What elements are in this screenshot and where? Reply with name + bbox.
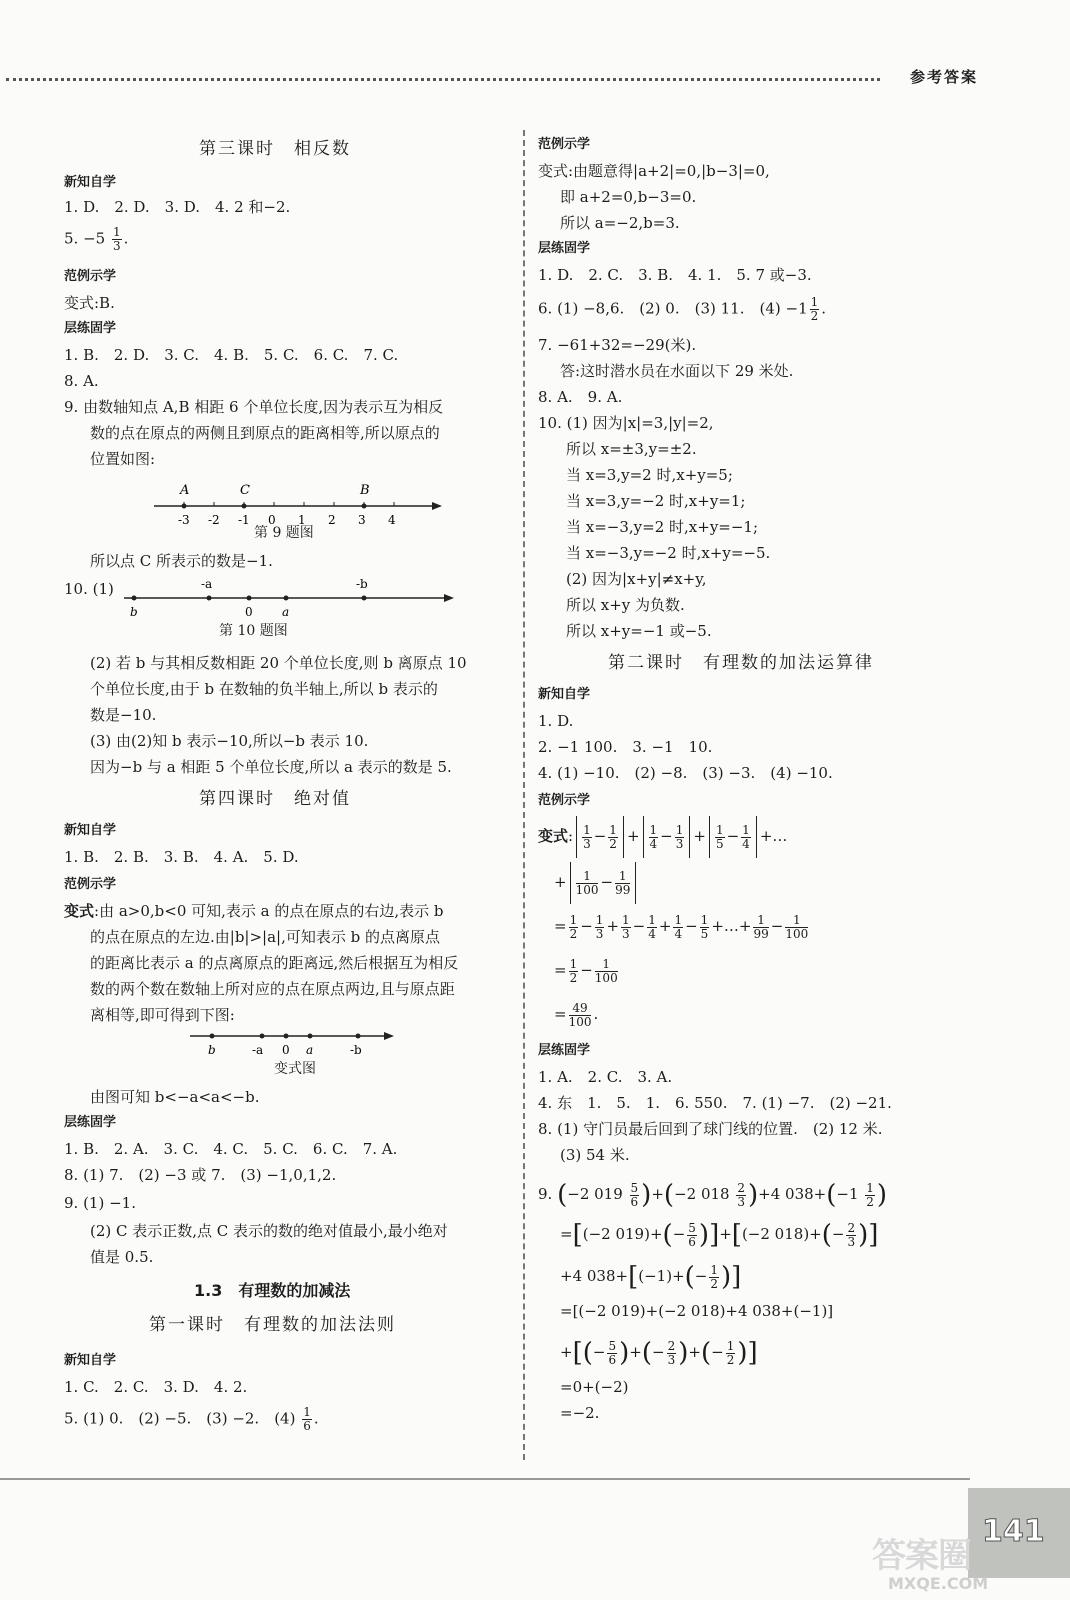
l1-answer-5: 5. (1) 0. (2) −5. (3) −2. (4) $\frac{1}{6}$ .: [64, 1405, 319, 1433]
r-b10-line7: (2) 因为|x+y|≠x+y,: [566, 570, 707, 588]
fig10-label-neg-a: -a: [201, 577, 213, 591]
fig9-tick-label: -2: [208, 513, 220, 527]
l3-variant: 变式:B.: [64, 294, 115, 312]
r-section-cenglian-2: 层练固学: [538, 1043, 591, 1058]
l3-b10-line5: 因为−b 与 a 相距 5 个单位长度,所以 a 表示的数是 5.: [90, 758, 452, 776]
r-b6: 6. (1) −8,6. (2) 0. (3) 11. (4) −1 $\frac{1}{2}$ .: [538, 295, 827, 323]
r-c2: 2. −1 100. 3. −1 10.: [538, 738, 713, 756]
l4-section-fanli: 范例示学: [64, 877, 117, 892]
lesson2-title: 第二课时 有理数的加法运算律: [608, 653, 874, 673]
l4-b1: 1. B. 2. A. 3. C. 4. C. 5. C. 6. C. 7. A.: [64, 1140, 398, 1158]
l3-answer-1: 1. D. 2. D. 3. D. 4. 2 和−2.: [64, 198, 291, 216]
r-b7-answer: 答:这时潜水员在水面以下 29 米处.: [560, 362, 794, 380]
l3-b9-line1: 9. 由数轴知点 A,B 相距 6 个单位长度,因为表示互为相反: [64, 398, 444, 416]
r-d9-line2: =[(−2 019)+(− $\frac{5}{6}$ )]+[(−2 018)+(− $\frac{2}{3}$ )]: [560, 1220, 879, 1250]
l4-variant-line5: 离相等,即可得到下图:: [90, 1006, 235, 1024]
l3-b1: 1. B. 2. D. 3. C. 4. B. 5. C. 6. C. 7. C.: [64, 346, 399, 364]
fraction: $\frac{1}{2}$: [810, 295, 819, 323]
r-b10-line4: 当 x=3,y=−2 时,x+y=1;: [566, 492, 746, 510]
fig9-tick-label: 3: [358, 513, 366, 527]
fig10-label-b: b: [130, 605, 138, 619]
r-b8: 8. A. 9. A.: [538, 388, 623, 406]
r-section-cenglian: 层练固学: [538, 241, 591, 256]
l3-b8: 8. A.: [64, 372, 99, 390]
lesson1-title: 第一课时 有理数的加法法则: [149, 1315, 396, 1335]
r-variant-line2: 即 a+2=0,b−3=0.: [560, 188, 697, 206]
r-d8: 8. (1) 守门员最后回到了球门线的位置. (2) 12 米.: [538, 1120, 883, 1138]
r-b1: 1. D. 2. C. 3. B. 4. 1. 5. 7 或−3.: [538, 266, 812, 284]
r-variant-line1: 变式:由题意得|a+2|=0,|b−3|=0,: [538, 162, 770, 180]
l4-variant-line3: 的距离比表示 a 的点离原点的距离远,然后根据互为相反: [90, 954, 459, 972]
fig9-tick-label: -3: [178, 513, 190, 527]
var-label-neg-a: -a: [252, 1043, 264, 1057]
fig10-label-neg-b: -b: [356, 577, 368, 591]
header-dotted-rule: [6, 78, 880, 81]
l3-section-xinzhi: 新知自学: [64, 175, 117, 190]
l3-b9-line2: 数的点在原点的两侧且到原点的距离相等,所以原点的: [90, 424, 440, 442]
r-d4: 4. 东 1. 5. 1. 6. 550. 7. (1) −7. (2) −21.: [538, 1094, 892, 1112]
variant-figure-caption: 变式图: [274, 1061, 316, 1077]
fig9-point: [362, 504, 367, 509]
fig9-point-label: B: [360, 483, 370, 498]
l4-b9-line3: 值是 0.5.: [90, 1248, 154, 1266]
l4-variant-conclusion: 由图可知 b<−a<a<−b.: [90, 1088, 260, 1106]
r-b10-line5: 当 x=−3,y=2 时,x+y=−1;: [566, 518, 759, 536]
fraction: $\frac{1}{6}$: [303, 1405, 311, 1433]
r-variant-expr-line1: 变式: $\frac{1}{3}$ − $\frac{1}{2}$ + $\frac{1}{4}$ − $\frac{1}{3}$ + $\frac{1}{5}$ − $\frac{1}{4}$ +…: [538, 814, 787, 858]
r-b10-line3: 当 x=3,y=2 时,x+y=5;: [566, 466, 733, 484]
l3-b10-line1: (2) 若 b 与其相反数相距 20 个单位长度,则 b 离原点 10: [90, 654, 467, 672]
l4-b9-line2: (2) C 表示正数,点 C 表示的数的绝对值最小,最小绝对: [90, 1222, 448, 1240]
lesson4-title: 第四课时 绝对值: [199, 789, 351, 809]
fig9-tick-label: 4: [388, 513, 396, 527]
r-variant-expr-line2: + $\frac{1}{100}$ − $\frac{1}{99}$: [554, 860, 639, 904]
r-b7: 7. −61+32=−29(米).: [538, 336, 697, 354]
watermark-url: MXQE.COM: [888, 1574, 989, 1593]
figure-10-number-line: [124, 576, 464, 620]
l3-a5-text: 5. −5: [64, 229, 106, 248]
fig9-tick-label: 0: [268, 513, 276, 527]
r-b10-line8: 所以 x+y 为负数.: [566, 596, 685, 614]
column-divider: [523, 130, 525, 1460]
r-d9-line5: +[(− $\frac{5}{6}$ )+(− $\frac{2}{3}$ )+(− $\frac{1}{2}$ )]: [560, 1338, 758, 1368]
r-c4: 4. (1) −10. (2) −8. (3) −3. (4) −10.: [538, 764, 833, 782]
l4-b8: 8. (1) 7. (2) −3 或 7. (3) −1,0,1,2.: [64, 1166, 337, 1184]
fig9-tick-label: 2: [328, 513, 336, 527]
r-d9-line6: =0+(−2): [560, 1378, 629, 1396]
r-section-fanli: 范例示学: [538, 137, 591, 152]
fig9-point: [242, 504, 247, 509]
fraction: $\frac{1}{3}$: [112, 225, 121, 253]
r-b10-line2: 所以 x=±3,y=±2.: [566, 440, 697, 458]
r-c1: 1. D.: [538, 712, 574, 730]
l4-b9: 9. (1) −1.: [64, 1194, 136, 1212]
footer-rule: [0, 1478, 970, 1480]
r-d9-line3: +4 038+[(−1)+(− $\frac{1}{2}$ )]: [560, 1262, 742, 1292]
r-d8-line2: (3) 54 米.: [560, 1146, 630, 1164]
r-d9-line4: =[(−2 019)+(−2 018)+4 038+(−1)]: [560, 1302, 834, 1320]
fig10-label-a: a: [282, 605, 290, 619]
var-label-neg-b: -b: [350, 1043, 362, 1057]
l3-answer-5: 5. −5 $\frac{1}{3}$ .: [64, 225, 129, 253]
r-d1: 1. A. 2. C. 3. A.: [538, 1068, 673, 1086]
var-label-a: a: [306, 1043, 314, 1057]
r-b10-line6: 当 x=−3,y=−2 时,x+y=−5.: [566, 544, 771, 562]
l4-answer-1: 1. B. 2. B. 3. B. 4. A. 5. D.: [64, 848, 299, 866]
r-variant-expr-line3: = $\frac{1}{2}$ − $\frac{1}{3}$ + $\frac{1}{3}$ − $\frac{1}{4}$ + $\frac{1}{4}$ − $\frac{1}{5}$ +…+ $\frac{1}{99}$ − $\frac{1}{100}$: [554, 912, 809, 941]
section-1-3-title: 1.3 有理数的加减法: [194, 1281, 351, 1300]
r-section-xinzhi: 新知自学: [538, 687, 591, 702]
fig9-point-label: A: [180, 483, 190, 498]
lesson3-title: 第三课时 相反数: [199, 139, 351, 159]
r-d9-line1: 9. (−2 019 $\frac{5}{6}$ )+(−2 018 $\frac{2}{3}$ )+4 038+(−1 $\frac{1}{2}$ ): [538, 1180, 888, 1210]
l3-b10-label: 10. (1): [64, 580, 114, 598]
l4-variant-line1: 变式:由 a>0,b<0 可知,表示 a 的点在原点的右边,表示 b: [64, 902, 444, 920]
l4-variant-line2: 的点在原点的左边.由|b|>|a|,可知表示 b 的点离原点: [90, 928, 441, 946]
l4-section-cenglian: 层练固学: [64, 1115, 117, 1130]
var-label-0: 0: [282, 1043, 290, 1057]
r-b10-line1: 10. (1) 因为|x|=3,|y|=2,: [538, 414, 714, 432]
page-number-box: [968, 1488, 1070, 1578]
l3-b9-conclusion: 所以点 C 所表示的数是−1.: [90, 552, 273, 570]
l3-section-fanli: 范例示学: [64, 269, 117, 284]
l3-b9-line3: 位置如图:: [90, 450, 156, 468]
l3-b10-line3: 数是−10.: [90, 706, 157, 724]
fig10-label-0: 0: [245, 605, 253, 619]
page-header: [0, 62, 1070, 90]
fig9-tick-label: 1: [298, 513, 306, 527]
figure-9-caption: 第 9 题图: [254, 525, 314, 541]
header-label: 参考答案: [909, 68, 978, 86]
fig9-point: [182, 504, 187, 509]
l4-section-xinzhi: 新知自学: [64, 823, 117, 838]
l3-section-cenglian: 层练固学: [64, 321, 117, 336]
var-label-b: b: [208, 1043, 216, 1057]
l4-variant-line4: 数的两个数在数轴上所对应的点在原点两边,且与原点距: [90, 980, 455, 998]
l3-b10-line4: (3) 由(2)知 b 表示−10,所以−b 表示 10.: [90, 732, 369, 750]
r-variant-expr-line4: = $\frac{1}{2}$ − $\frac{1}{100}$: [554, 956, 618, 985]
fig9-tick-label: -1: [238, 513, 250, 527]
fig9-point-label: C: [240, 483, 250, 498]
page-number: 141: [982, 1514, 1045, 1549]
variant-number-line: [190, 1028, 400, 1058]
r-d9-line7: =−2.: [560, 1404, 600, 1422]
r-section-fanli-2: 范例示学: [538, 793, 591, 808]
watermark-logo: 答案圈: [872, 1536, 971, 1576]
figure-10-caption: 第 10 题图: [219, 623, 288, 639]
l1-section-xinzhi: 新知自学: [64, 1353, 117, 1368]
r-variant-expr-result: = $\frac{49}{100}$ .: [554, 1000, 599, 1029]
l3-b10-line2: 个单位长度,由于 b 在数轴的负半轴上,所以 b 表示的: [90, 680, 438, 698]
l1-answer-1: 1. C. 2. C. 3. D. 4. 2.: [64, 1378, 248, 1396]
r-variant-line3: 所以 a=−2,b=3.: [560, 214, 680, 232]
r-b10-line9: 所以 x+y=−1 或−5.: [566, 622, 712, 640]
